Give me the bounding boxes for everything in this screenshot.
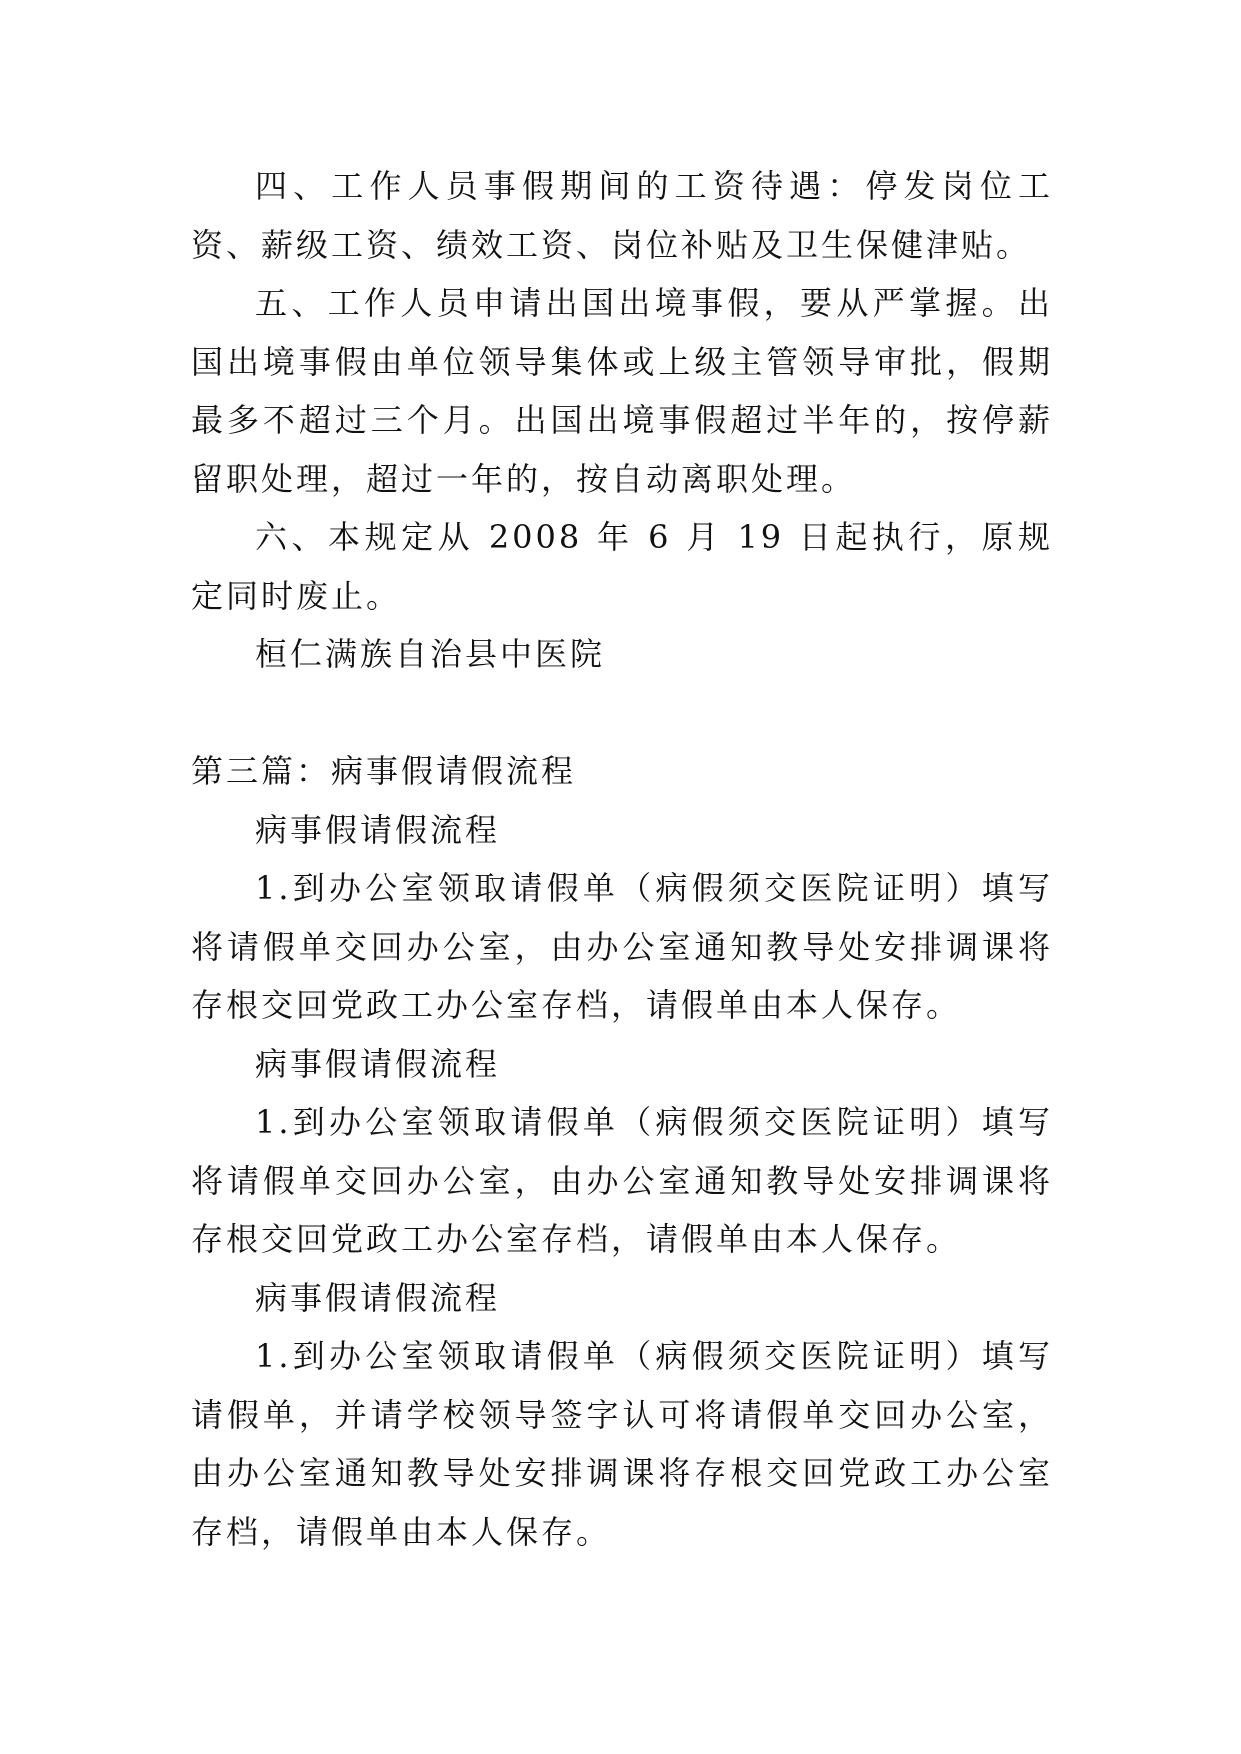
subheading-procedure-2: 病事假请假流程 (255, 1044, 501, 1083)
subheading-procedure-1: 病事假请假流程 (255, 810, 501, 849)
section-title: 第三篇：病事假请假流程 (191, 752, 577, 790)
document-body (191, 157, 1053, 1561)
paragraph-effective-date: 六、本规定从 2008 年 6 月 19 日起执行，原规定同时废止。 (191, 518, 1053, 615)
section-spacer (191, 684, 1053, 743)
paragraph-procedure-2: 1.到办公室领取请假单（病假须交医院证明）填写将请假单交回办公室，由办公室通知教导处安排调课将存根交回党政工办公室存档，请假单由本人保存。 (191, 1103, 1053, 1258)
paragraph-salary: 四、工作人员事假期间的工资待遇：停发岗位工资、薪级工资、绩效工资、岗位补贴及卫生保健津贴。 (191, 167, 1053, 264)
issuer-signature: 桓仁满族自治县中医院 (255, 635, 606, 673)
paragraph-overseas-leave: 五、工作人员申请出国出境事假，要从严掌握。出国出境事假由单位领导集体或上级主管领导审批，假期最多不超过三个月。出国出境事假超过半年的，按停薪留职处理，超过一年的，按自动离职处理。 (191, 284, 1053, 498)
subheading-procedure-3: 病事假请假流程 (255, 1278, 501, 1317)
paragraph-procedure-3: 1.到办公室领取请假单（病假须交医院证明）填写请假单，并请学校领导签字认可将请假单交回办公室，由办公室通知教导处安排调课将存根交回党政工办公室存档，请假单由本人保存。 (191, 1337, 1053, 1551)
paragraph-procedure-1: 1.到办公室领取请假单（病假须交医院证明）填写将请假单交回办公室，由办公室通知教导处安排调课将存根交回党政工办公室存档，请假单由本人保存。 (191, 869, 1053, 1024)
